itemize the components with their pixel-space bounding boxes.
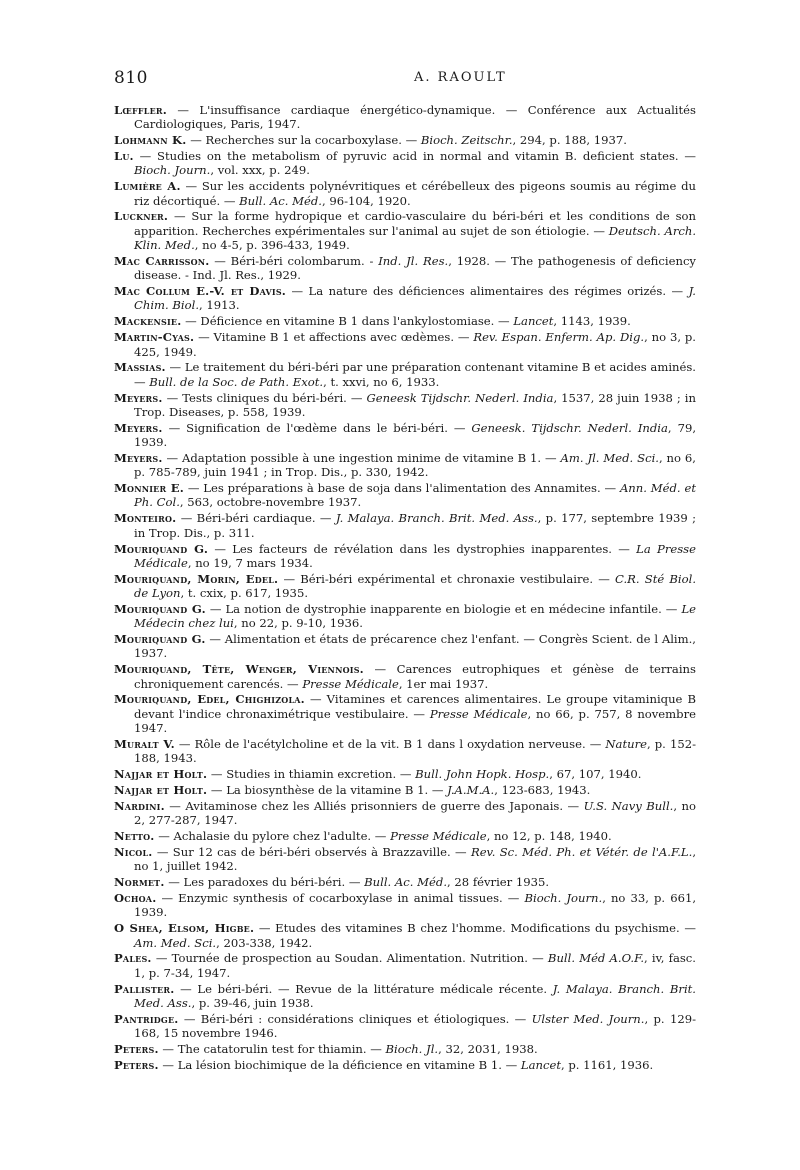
reference-author: Mouriquand G. bbox=[114, 632, 206, 647]
reference-journal: U.S. Navy Bull. bbox=[583, 798, 674, 813]
reference-author: Pallister. bbox=[114, 981, 175, 996]
reference-details: , p. 39-46, juin 1938. bbox=[191, 995, 314, 1010]
reference-title: — Béri-béri expérimental et chronaxie vestibulaire. — bbox=[278, 571, 616, 586]
reference-title: — Béri-béri : considérations cliniques et étiologiques. — bbox=[178, 1011, 532, 1026]
reference-author: Lœffler. bbox=[114, 103, 167, 117]
reference-journal: Bioch. Journ. bbox=[134, 163, 211, 178]
reference-entry bbox=[114, 542, 696, 571]
reference-author: Pales. bbox=[114, 951, 152, 966]
reference-details: , 203-338, 1942. bbox=[216, 935, 313, 950]
reference-details: , 67, 107, 1940. bbox=[549, 767, 642, 782]
reference-journal: Bioch. Jl. bbox=[385, 1042, 439, 1056]
reference-details: , 28 février 1935. bbox=[447, 875, 550, 890]
reference-details: , 1143, 1939. bbox=[553, 314, 631, 329]
reference-details: , 1537, 28 juin 1938 ; in Trop. Diseases, p. 558, 1939. bbox=[134, 390, 696, 419]
reference-title: — Carences eutrophiques et génèse de terrains chroniquement carencés. — bbox=[134, 662, 696, 691]
reference-journal: La Presse Médicale bbox=[134, 541, 696, 570]
reference-title: — Tournée de prospection au Soudan. Alimentation. Nutrition. — bbox=[151, 951, 548, 966]
reference-title: — Adaptation possible à une ingestion minime de vitamine B 1. — bbox=[162, 450, 561, 465]
reference-title: — Rôle de l'acétylcholine et de la vit. B 1 dans l oxydation nerveuse. — bbox=[174, 736, 606, 751]
reference-details: , 123-683, 1943. bbox=[494, 783, 591, 798]
reference-author: Mac Collum E.-V. et Davis. bbox=[114, 284, 287, 299]
reference-details: , no 4-5, p. 396-433, 1949. bbox=[194, 238, 350, 253]
reference-author: Peters. bbox=[114, 1057, 159, 1072]
reference-details: , no 22, p. 9-10, 1936. bbox=[233, 616, 363, 631]
reference-details: , 1er mai 1937. bbox=[398, 676, 489, 691]
reference-details: , 1913. bbox=[199, 298, 240, 313]
reference-entry bbox=[114, 737, 696, 766]
reference-title: — Recherches sur la cocarboxylase. — bbox=[186, 133, 421, 148]
reference-entry bbox=[114, 767, 696, 781]
reference-entry bbox=[114, 511, 696, 540]
reference-journal: Bull. de la Soc. de Path. Exot. bbox=[149, 374, 324, 389]
reference-entry bbox=[114, 845, 696, 874]
reference-entry bbox=[114, 421, 696, 450]
reference-journal: Ind. Jl. Res. bbox=[378, 253, 449, 268]
reference-title: — Studies in thiamin excretion. — bbox=[207, 767, 416, 782]
reference-details: , no 3, p. 425, 1949. bbox=[134, 330, 696, 359]
reference-entry bbox=[114, 829, 696, 843]
reference-entry bbox=[114, 254, 696, 283]
reference-details: , 563, octobre-novembre 1937. bbox=[179, 495, 362, 510]
reference-details: , no 2, 277-287, 1947. bbox=[134, 798, 696, 828]
reference-title: — La notion de dystrophie inapparente en biologie et en médecine infantile. — bbox=[205, 601, 682, 616]
reference-details: , 32, 2031, 1938. bbox=[438, 1042, 538, 1056]
reference-journal: Bull. Méd A.O.F. bbox=[547, 951, 645, 966]
reference-author: Mouriquand, Tête, Wenger, Viennois. bbox=[114, 662, 364, 677]
reference-author: Mouriquand G. bbox=[114, 541, 209, 556]
reference-title: — Vitamine B 1 et affections avec œdèmes. — bbox=[194, 330, 474, 345]
reference-author: Mac Carrisson. bbox=[114, 253, 210, 268]
reference-entry bbox=[114, 783, 696, 797]
reference-entry bbox=[114, 103, 696, 132]
reference-author: Meyers. bbox=[114, 390, 163, 405]
reference-author: Meyers. bbox=[114, 420, 163, 435]
reference-journal: Am. Med. Sci. bbox=[134, 935, 217, 950]
reference-author: Mouriquand, Morin, Edel. bbox=[114, 571, 279, 586]
reference-details: , p. 177, septembre 1939 ; in Trop. Dis., p. 311. bbox=[134, 511, 696, 540]
reference-details: , no 19, 7 mars 1934. bbox=[187, 555, 313, 570]
reference-entry bbox=[114, 1012, 696, 1041]
reference-journal: Lancet bbox=[513, 314, 554, 329]
reference-title: — Vitamines et carences alimentaires. Le groupe vitaminique B devant l'indice chronaximétrique vestibulaire. — bbox=[134, 692, 697, 721]
reference-details: , 96-104, 1920. bbox=[321, 193, 411, 208]
reference-journal: Geneesk. Tijdschr. Nederl. India bbox=[471, 420, 668, 435]
reference-author: Mouriquand G. bbox=[114, 601, 206, 616]
reference-journal: Am. Jl. Med. Sci. bbox=[560, 450, 659, 465]
reference-title: — The catatorulin test for thiamin. — bbox=[158, 1042, 386, 1056]
reference-entry bbox=[114, 632, 696, 661]
reference-author: Ochoa. bbox=[114, 891, 157, 906]
reference-details: , no 6, p. 785-789, juin 1941 ; in Trop. Dis., p. 330, 1942. bbox=[134, 450, 696, 480]
reference-title: — Le béri-béri. — Revue de la littérature médicale récente. bbox=[174, 981, 553, 996]
page-number: 810 bbox=[114, 68, 148, 88]
reference-entry bbox=[114, 891, 696, 920]
reference-entry bbox=[114, 284, 696, 313]
reference-title: — Sur les accidents polynévritiques et cérébelleux des pigeons soumis au régime du riz décortiqué. — bbox=[134, 179, 696, 208]
running-head: A. RAOULT bbox=[414, 70, 507, 85]
reference-entry bbox=[114, 451, 696, 480]
reference-author: Lu. bbox=[114, 149, 134, 164]
reference-journal: J. Chim. Biol. bbox=[134, 284, 696, 313]
reference-title: — Les préparations à base de soja dans l'alimentation des Annamites. — bbox=[184, 481, 620, 496]
reference-entry bbox=[114, 875, 696, 889]
reference-entry bbox=[114, 1042, 696, 1056]
reference-details: , vol. xxx, p. 249. bbox=[210, 163, 310, 178]
reference-journal: Presse Médicale bbox=[429, 706, 528, 721]
reference-author: Lumière A. bbox=[114, 179, 181, 194]
reference-title: — Les facteurs de révélation dans les dystrophies inapparentes. — bbox=[208, 541, 637, 556]
reference-journal: J. Malaya. Branch. Brit. Med. Ass. bbox=[335, 511, 538, 526]
reference-journal: J. Malaya. Branch. Brit. Med. Ass. bbox=[134, 981, 696, 1010]
reference-title: — Béri-béri cardiaque. — bbox=[176, 511, 336, 526]
reference-journal: Lancet bbox=[520, 1057, 562, 1072]
reference-author: Massias. bbox=[114, 360, 166, 375]
reference-title: — Etudes des vitamines B chez l'homme. Modifications du psychisme. — bbox=[254, 921, 696, 936]
reference-entry bbox=[114, 982, 696, 1011]
reference-journal: C.R. Sté Biol. de Lyon bbox=[134, 571, 697, 600]
reference-author: Martin-Cyas. bbox=[114, 330, 195, 345]
reference-author: Mackensie. bbox=[114, 314, 182, 329]
reference-details: , no 1, juillet 1942. bbox=[134, 844, 696, 874]
page-header bbox=[114, 68, 696, 92]
reference-journal: Presse Médicale bbox=[390, 829, 487, 844]
reference-author: Lohmann K. bbox=[114, 133, 187, 148]
reference-author: Luckner. bbox=[114, 209, 169, 224]
reference-entry bbox=[114, 314, 696, 328]
reference-title: — Enzymic synthesis of cocarboxylase in animal tissues. — bbox=[156, 891, 525, 906]
reference-author: Monteiro. bbox=[114, 511, 177, 526]
reference-details: , t. cxix, p. 617, 1935. bbox=[180, 586, 308, 600]
reference-title: — La biosynthèse de la vitamine B 1. — bbox=[207, 783, 448, 798]
reference-author: O Shea, Elsom, Higbe. bbox=[114, 921, 255, 936]
reference-entry bbox=[114, 481, 696, 510]
reference-journal: Bull. Ac. Méd. bbox=[364, 875, 448, 890]
reference-title: — Achalasie du pylore chez l'adulte. — bbox=[154, 829, 391, 844]
reference-journal: Bioch. Zeitschr. bbox=[420, 133, 513, 148]
reference-journal: Rev. Espan. Enferm. Ap. Dig. bbox=[473, 330, 645, 345]
reference-details: , 79, 1939. bbox=[134, 420, 697, 450]
reference-author: Muralt V. bbox=[114, 736, 175, 751]
reference-title: — Sur la forme hydropique et cardio-vasculaire du béri-béri et les conditions de son apparition. Recherches expérimentales sur l'animal au sujet de son étiologie. — bbox=[134, 209, 696, 238]
reference-author: Najjar et Holt. bbox=[114, 767, 208, 782]
reference-journal: Ann. Méd. et Ph. Col. bbox=[134, 481, 696, 510]
reference-entry bbox=[114, 360, 696, 389]
reference-entry bbox=[114, 921, 696, 950]
reference-entry bbox=[114, 951, 696, 980]
reference-title: — La nature des déficiences alimentaires des régimes orizés. — bbox=[286, 284, 689, 299]
reference-journal: Ulster Med. Journ. bbox=[531, 1011, 645, 1026]
reference-entry bbox=[114, 149, 696, 178]
reference-title: — La lésion biochimique de la déficience en vitamine B 1. — bbox=[158, 1057, 521, 1072]
reference-entry bbox=[114, 602, 696, 631]
reference-title: — Déficience en vitamine B 1 dans l'ankylostomiase. — bbox=[181, 314, 514, 329]
reference-details: , iv, fasc. 1, p. 7-34, 1947. bbox=[134, 951, 696, 980]
reference-details: , p. 1161, 1936. bbox=[561, 1057, 654, 1072]
reference-journal: Bioch. Journ. bbox=[524, 891, 603, 906]
reference-title: — Tests cliniques du béri-béri. — bbox=[162, 390, 367, 405]
reference-journal: Geneesk Tijdschr. Nederl. India bbox=[366, 390, 554, 405]
reference-title: — Béri-béri colombarum. - bbox=[209, 253, 379, 268]
reference-details: , no 12, p. 148, 1940. bbox=[486, 829, 612, 844]
reference-entry bbox=[114, 179, 696, 208]
reference-author: Najjar et Holt. bbox=[114, 783, 208, 798]
reference-author: Pantridge. bbox=[114, 1011, 179, 1026]
reference-journal: Le Médecin chez lui bbox=[134, 601, 696, 631]
reference-entry bbox=[114, 799, 696, 828]
reference-journal: Bull. John Hopk. Hosp. bbox=[415, 767, 550, 782]
reference-journal: Nature bbox=[605, 736, 647, 751]
reference-entry bbox=[114, 692, 696, 735]
reference-details: , p. 152-188, 1943. bbox=[134, 736, 696, 766]
reference-title: — Le traitement du béri-béri par une préparation contenant vitamine B et acides aminés. — bbox=[134, 360, 696, 389]
reference-details: , 1928. — The pathogenesis of deficiency disease. - Ind. Jl. Res., 1929. bbox=[134, 253, 696, 283]
reference-journal: Deutsch. Arch. Klin. Med. bbox=[134, 223, 697, 253]
reference-entry bbox=[114, 572, 696, 601]
reference-entry bbox=[114, 133, 696, 147]
reference-author: Nicol. bbox=[114, 844, 153, 859]
reference-entry bbox=[114, 209, 696, 252]
reference-title: — Alimentation et états de précarence chez l'enfant. — Congrès Scient. de l Alim., 1937. bbox=[134, 632, 696, 661]
reference-journal: Presse Médicale bbox=[302, 676, 399, 691]
reference-entry bbox=[114, 1058, 696, 1072]
reference-title: — Signification de l'œdème dans le béri-béri. — bbox=[162, 420, 472, 435]
reference-details: , no 66, p. 757, 8 novembre 1947. bbox=[134, 706, 696, 736]
reference-entry bbox=[114, 330, 696, 359]
reference-journal: J.A.M.A. bbox=[447, 783, 495, 798]
reference-title: — Sur 12 cas de béri-béri observés à Brazzaville. — bbox=[152, 844, 471, 859]
reference-entry bbox=[114, 662, 696, 691]
reference-author: Peters. bbox=[114, 1042, 159, 1056]
reference-author: Mouriquand, Edel, Chighizola. bbox=[114, 692, 305, 707]
reference-title: — Studies on the metabolism of pyruvic acid in normal and vitamin B. deficient states. — bbox=[133, 149, 696, 164]
reference-title: — Les paradoxes du béri-béri. — bbox=[164, 875, 365, 890]
reference-entry bbox=[114, 391, 696, 420]
reference-author: Meyers. bbox=[114, 450, 163, 465]
reference-author: Monnier E. bbox=[114, 481, 184, 496]
reference-list bbox=[114, 103, 696, 1074]
reference-details: , t. xxvi, no 6, 1933. bbox=[323, 374, 440, 389]
reference-details: , 294, p. 188, 1937. bbox=[512, 133, 627, 148]
reference-details: , no 33, p. 661, 1939. bbox=[134, 891, 697, 920]
reference-title: — L'insuffisance cardiaque énergético-dynamique. — Conférence aux Actualités Cardiologiques, Paris, 1947. bbox=[134, 103, 696, 132]
reference-author: Normet. bbox=[114, 875, 165, 890]
reference-journal: Rev. Sc. Méd. Ph. et Vétér. de l'A.F.L. bbox=[470, 844, 693, 859]
reference-author: Netto. bbox=[114, 829, 155, 844]
reference-details: , p. 129-168, 15 novembre 1946. bbox=[134, 1011, 697, 1041]
reference-journal: Bull. Ac. Méd. bbox=[239, 193, 322, 208]
reference-author: Nardini. bbox=[114, 798, 165, 813]
reference-title: — Avitaminose chez les Alliés prisonniers de guerre des Japonais. — bbox=[164, 798, 584, 813]
